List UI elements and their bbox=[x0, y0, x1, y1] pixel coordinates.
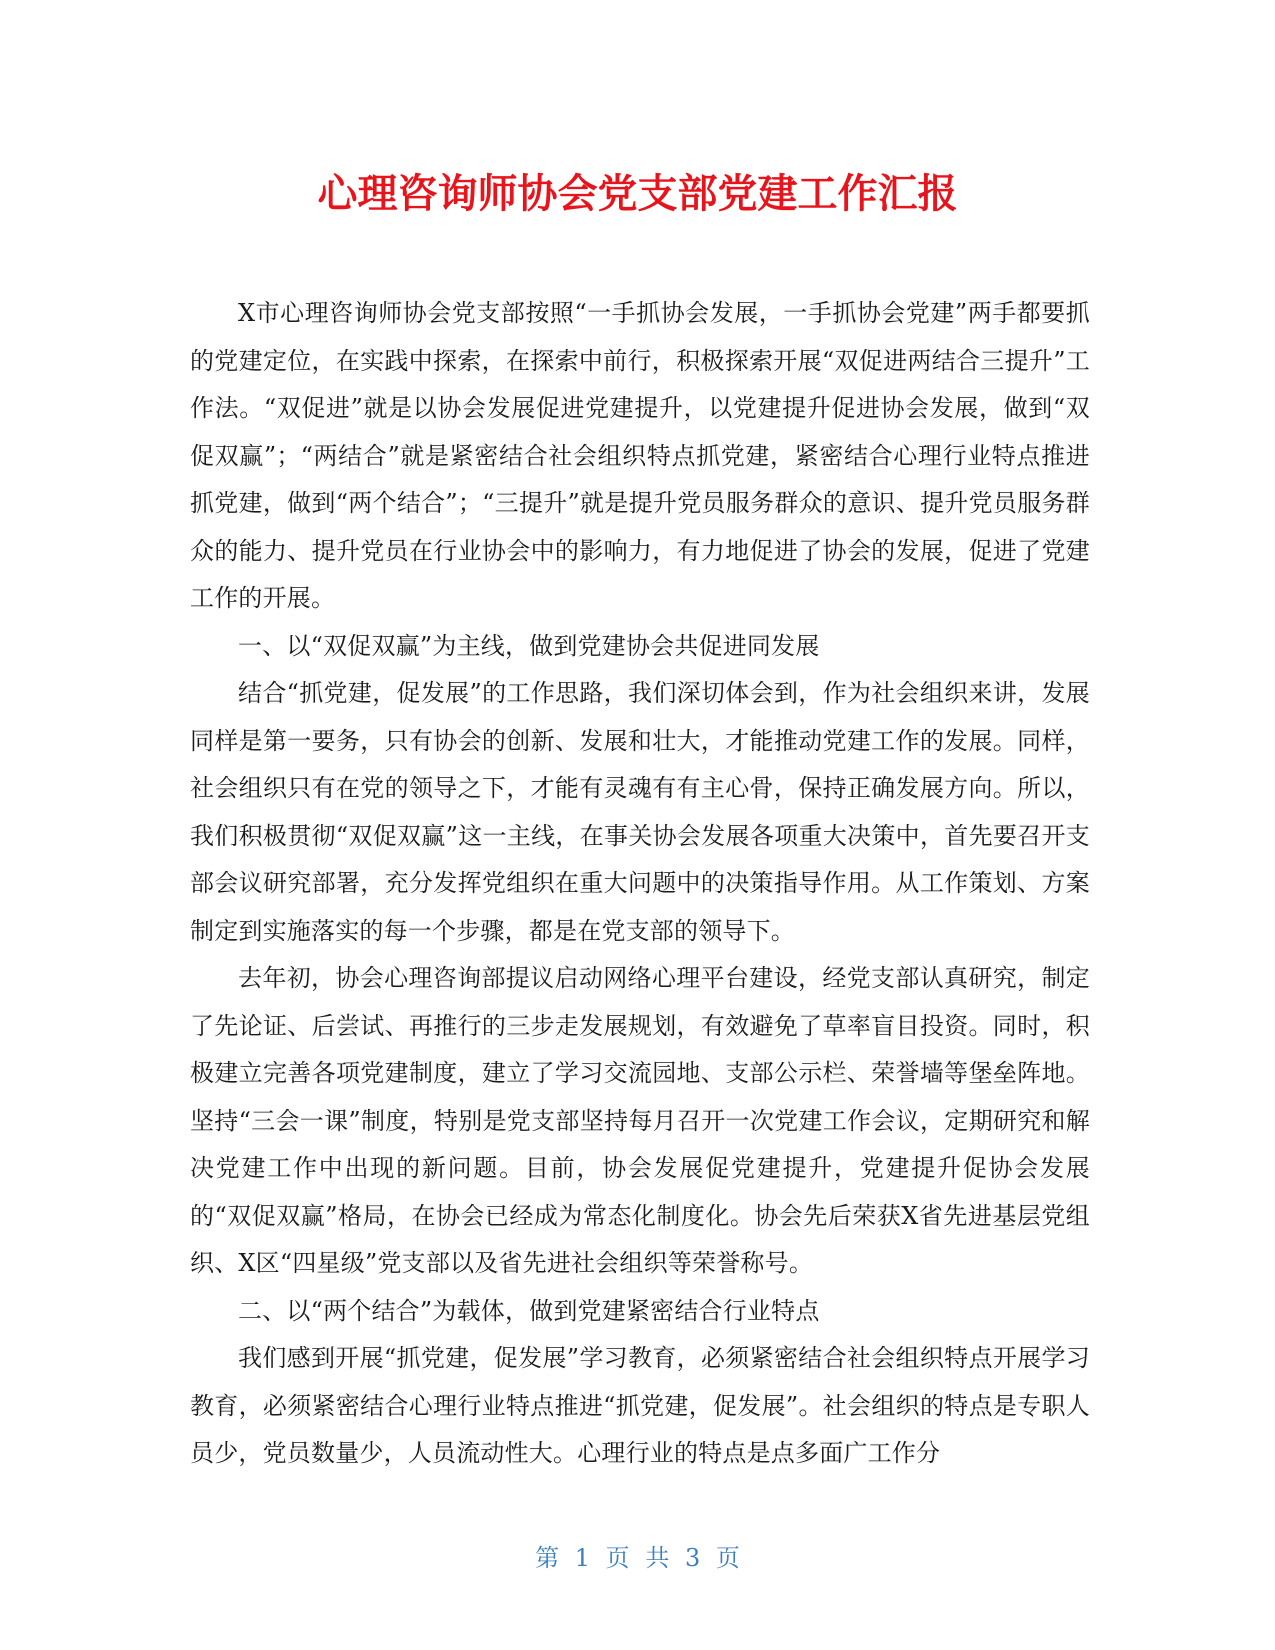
footer-label-ye: 页 bbox=[605, 1544, 630, 1572]
paragraph-section-1-b: 去年初，协会心理咨询部提议启动网络心理平台建设，经党支部认真研究，制定了先论证、后尝试、再推行的三步走发展规划，有效避免了草率盲目投资。同时，积极建立完善各项党建制度，建立了学习交流园地、支部公示栏、荣誉墙等堡垒阵地。坚持“三会一课”制度，特别是党支部坚持每月召开一次党建工作会议，定期研究和解决党建工作中出现的新问题。目前，协会发展促党建提升，党建提升促协会发展的“双促双赢”格局，在协会已经成为常态化制度化。协会先后荣获X省先进基层党组织、X区“四星级”党支部以及省先进社会组织等荣誉称号。 bbox=[190, 964, 1090, 1277]
paragraph-section-1-a: 结合“抓党建，促发展”的工作思路，我们深切体会到，作为社会组织来讲，发展同样是第一要务，只有协会的创新、发展和壮大，才能推动党建工作的发展。同样，社会组织只有在党的领导之下，才能有灵魂有有主心骨，保持正确发展方向。所以，我们积极贯彻“双促双赢”这一主线，在事关协会发展各项重大决策中，首先要召开支部会议研究部署，充分发挥党组织在重大问题中的决策指导作用。从工作策划、方案制定到实施落实的每一个步骤，都是在党支部的领导下。 bbox=[190, 679, 1090, 945]
document-title: 心理咨询师协会党支部党建工作汇报 bbox=[317, 171, 958, 217]
page-footer bbox=[0, 1542, 1275, 1574]
footer-current-page: 1 bbox=[574, 1544, 591, 1572]
paragraph-section-2-a: 我们感到开展“抓党建，促发展”学习教育，必须紧密结合社会组织特点开展学习教育，必须紧密结合心理行业特点推进“抓党建，促发展”。社会组织的特点是专职人员少，党员数量少，人员流动性大。心理行业的特点是点多面广工作分 bbox=[190, 1344, 1090, 1467]
document-body bbox=[190, 290, 1090, 1478]
section-heading-2: 二、以“两个结合”为载体，做到党建紧密结合行业特点 bbox=[238, 1296, 820, 1325]
footer-total-pages: 3 bbox=[684, 1544, 701, 1572]
footer-label-gong: 共 bbox=[645, 1544, 670, 1572]
section-heading-1: 一、以“双促双赢”为主线，做到党建协会共促进同发展 bbox=[238, 631, 820, 660]
paragraph-intro: X市心理咨询师协会党支部按照“一手抓协会发展，一手抓协会党建”两手都要抓的党建定位，在实践中探索，在探索中前行，积极探索开展“双促进两结合三提升”工作法。“双促进”就是以协会发展促进党建提升，以党建提升促进协会发展，做到“双促双赢”；“两结合”就是紧密结合社会组织特点抓党建，紧密结合心理行业特点推进抓党建，做到“两个结合”；“三提升”就是提升党员服务群众的意识、提升党员服务群众的能力、提升党员在行业协会中的影响力，有力地促进了协会的发展，促进了党建工作的开展。 bbox=[190, 299, 1090, 612]
footer-label-di: 第 bbox=[535, 1544, 560, 1572]
footer-label-ye-2: 页 bbox=[715, 1544, 740, 1572]
